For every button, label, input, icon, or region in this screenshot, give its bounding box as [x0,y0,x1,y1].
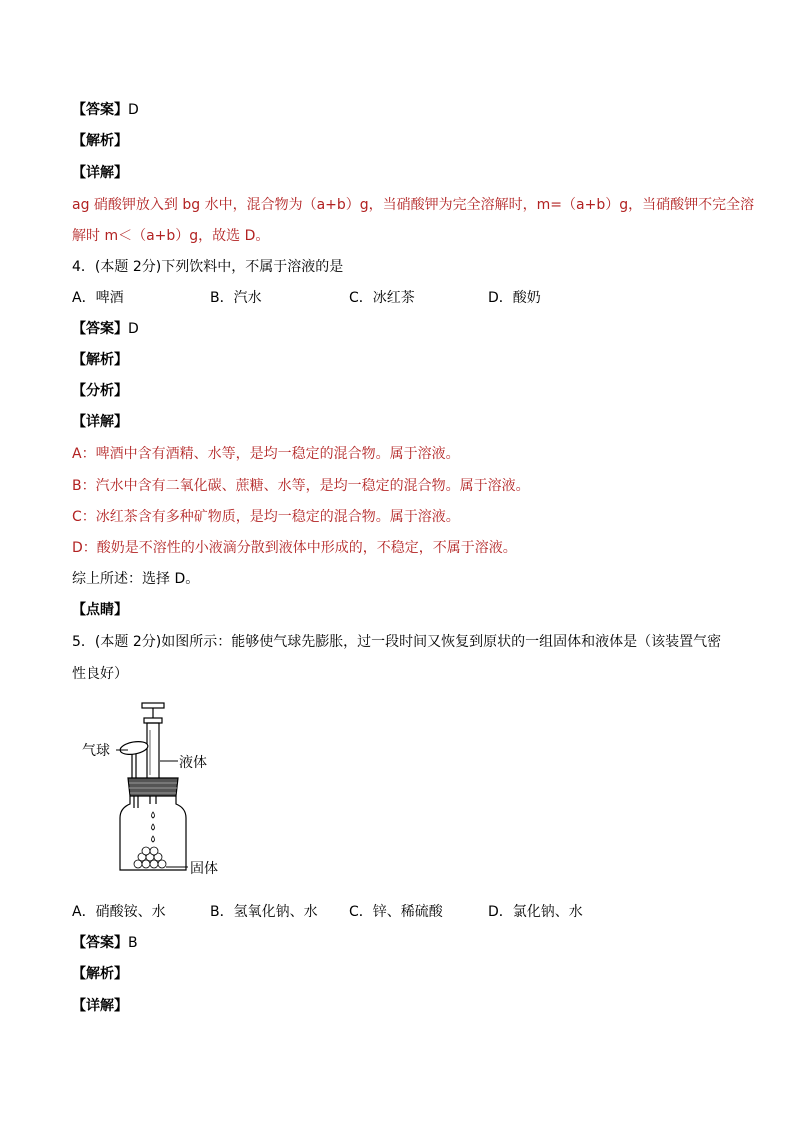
q4-option-c: C．冰红茶 [349,290,415,306]
q5-option-a: A．硝酸铵、水 [72,904,166,920]
q4-detail-b: B：汽水中含有二氧化碳、蔗糖、水等，是均一稳定的混合物。属于溶液。 [72,478,530,494]
apparatus-figure [76,700,236,880]
answer-tag: 【答案】 [72,102,128,118]
q4-stem: 4．(本题 2分)下列饮料中，不属于溶液的是 [72,259,344,275]
q4-detail-d: D：酸奶是不溶性的小液滴分散到液体中形成的，不稳定，不属于溶液。 [72,540,517,556]
flask-diagram [76,700,236,880]
q3-detail-line-2: 解时 m＜（a+b）g，故选 D。 [72,228,270,244]
q5-option-c: C．锌、稀硫酸 [349,904,443,920]
answer-value: D [128,321,139,337]
syringe-plunger-head [144,718,162,723]
liquid-drops [152,812,155,842]
q5-options [72,902,672,922]
answer-tag: 【答案】 [72,935,128,951]
q3-detail-tag: 【详解】 [72,165,128,181]
q4-option-d: D．酸奶 [488,290,541,306]
q4-options [72,288,672,308]
q4-dianjing-tag: 【点睛】 [72,602,128,618]
q4-analysis-tag: 【解析】 [72,352,128,368]
q3-detail-line-1: ag 硝酸钾放入到 bg 水中，混合物为（a+b）g，当硝酸钾为完全溶解时，m=（a+b）g，当硝酸钾不完全溶 [72,197,755,213]
answer-value: B [128,935,138,951]
solid-label: 固体 [190,861,218,877]
answer-value: D [128,102,139,118]
q5-stem-line-2: 性良好） [72,666,128,682]
q3-answer-line [72,100,139,120]
balloon [119,740,149,757]
q5-answer-line [72,933,138,953]
q4-detail-a: A：啤酒中含有酒精、水等，是均一稳定的混合物。属于溶液。 [72,446,460,462]
q3-analysis-tag: 【解析】 [72,133,128,149]
q4-answer-line [72,319,139,339]
q4-option-b: B．汽水 [210,290,262,306]
q4-detail-tag: 【详解】 [72,414,128,430]
q4-option-a: A．啤酒 [72,290,124,306]
q5-analysis-tag: 【解析】 [72,966,128,982]
q5-option-b: B．氢氧化钠、水 [210,904,318,920]
q5-detail-tag: 【详解】 [72,998,128,1014]
q5-stem-line-1: 5．(本题 2分)如图所示：能够使气球先膨胀，过一段时间又恢复到原状的一组固体和液体是（该装置气密 [72,634,722,650]
balloon-label: 气球 [82,743,110,759]
liquid-label: 液体 [179,755,207,771]
q4-summary: 综上所述：选择 D。 [72,571,200,587]
answer-tag: 【答案】 [72,321,128,337]
q4-detail-c: C：冰红茶含有多种矿物质，是均一稳定的混合物。属于溶液。 [72,509,460,525]
syringe-plunger-cap [142,703,164,708]
q4-fenxi-tag: 【分析】 [72,383,128,399]
solid-particles [134,847,166,868]
q5-option-d: D．氯化钠、水 [488,904,583,920]
syringe-barrel [147,723,159,781]
